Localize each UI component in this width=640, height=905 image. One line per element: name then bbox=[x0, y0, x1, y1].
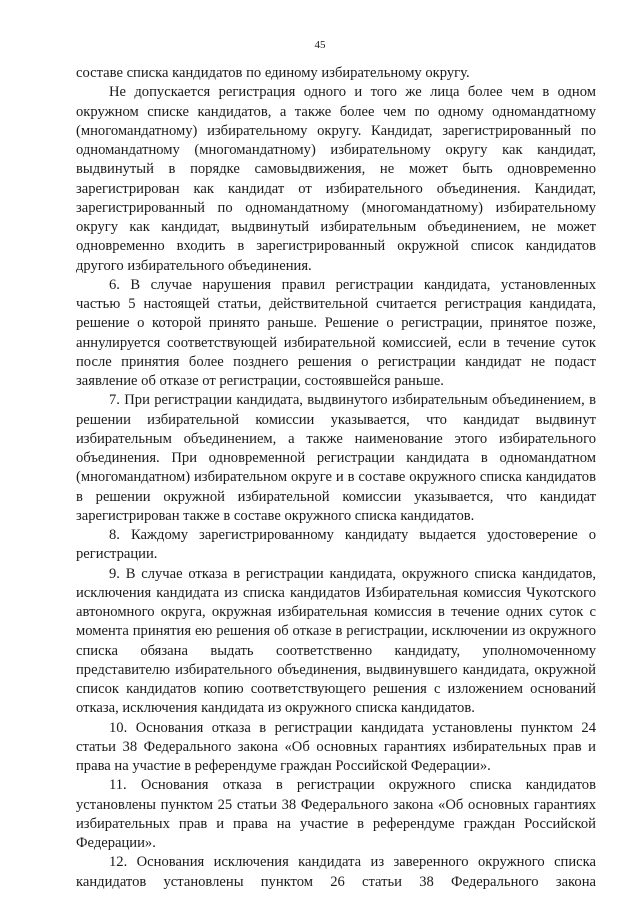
page-number: 45 bbox=[314, 39, 326, 51]
paragraph-continuation: составе списка кандидатов по единому избирательному округу. bbox=[76, 65, 470, 81]
paragraph-item-11: 11. Основания отказа в регистрации окружного списка кандидатов установлены пунктом 25 статьи 38 Федерального закона «Об основных гарантиях избирательных прав и права на участие в референдуме граждан Российской Федерации». bbox=[76, 777, 596, 851]
paragraph-item-12: 12. Основания исключения кандидата из заверенного окружного списка кандидатов установлены пунктом 26 статьи 38 Федерального закона bbox=[76, 854, 596, 890]
paragraph-item-8: 8. Каждому зарегистрированному кандидату выдается удостоверение о регистрации. bbox=[76, 527, 596, 563]
paragraph-item-6: 6. В случае нарушения правил регистрации кандидата, установленных частью 5 настоящей статьи, действительной считается регистрация кандидата, решение о которой принято раньше. Решение о регистрации, принятое позже, аннулируется соответствующей избирательной комиссией, если в течение суток после принятия более позднего решения о регистрации кандидат не подаст заявление об отказе от регистрации, состоявшейся раньше. bbox=[76, 276, 596, 389]
paragraph-item-7: 7. При регистрации кандидата, выдвинутого избирательным объединением, в решении избирательной комиссии указывается, что кандидат выдвинут избирательным объединением, а также наименование этого избирательного объединения. При одновременной регистрации кандидата в одномандатном (многомандатном) избирательном округе и в составе окружного списка кандидатов в решении окружной избирательной комиссии указывается, что кандидат зарегистрирован также в составе окружного списка кандидатов. bbox=[76, 392, 596, 524]
paragraph-registration-restriction: Не допускается регистрация одного и того же лица более чем в одном окружном списке кандидатов, а также более чем по одному одномандатному (многомандатному) избирательному округу. Кандидат, зарегистрированный по одномандатному (многомандатному) избирательному округу как кандидат, выдвинутый в порядке самовыдвижения, не может быть одновременно зарегистрирован как кандидат от избирательного объединения. Кандидат, зарегистрированный по одномандатному (многомандатному) избирательному округу как кандидат, выдвинутый избирательным объединением, не может одновременно входить в зарегистрированный окружной список кандидатов другого избирательного объединения. bbox=[76, 84, 596, 274]
paragraph-item-10: 10. Основания отказа в регистрации кандидата установлены пунктом 24 статьи 38 Федерального закона «Об основных гарантиях избирательных прав и права на участие в референдуме граждан Российской Федерации». bbox=[76, 719, 596, 774]
document-body bbox=[76, 64, 596, 892]
paragraph-item-9: 9. В случае отказа в регистрации кандидата, окружного списка кандидатов, исключения кандидата из списка кандидатов Избирательная комиссия Чукотского автономного округа, окружная избирательная комиссия в течение одних суток с момента принятия ею решения об отказе в регистрации, исключении из окружного списка обязана выдать соответственно кандидату, уполномоченному представителю избирательного объединения, выдвинувшего кандидата, окружной список кандидатов копию соответствующего решения с изложением оснований отказа, исключения кандидата из окружного списка кандидатов. bbox=[76, 565, 596, 717]
